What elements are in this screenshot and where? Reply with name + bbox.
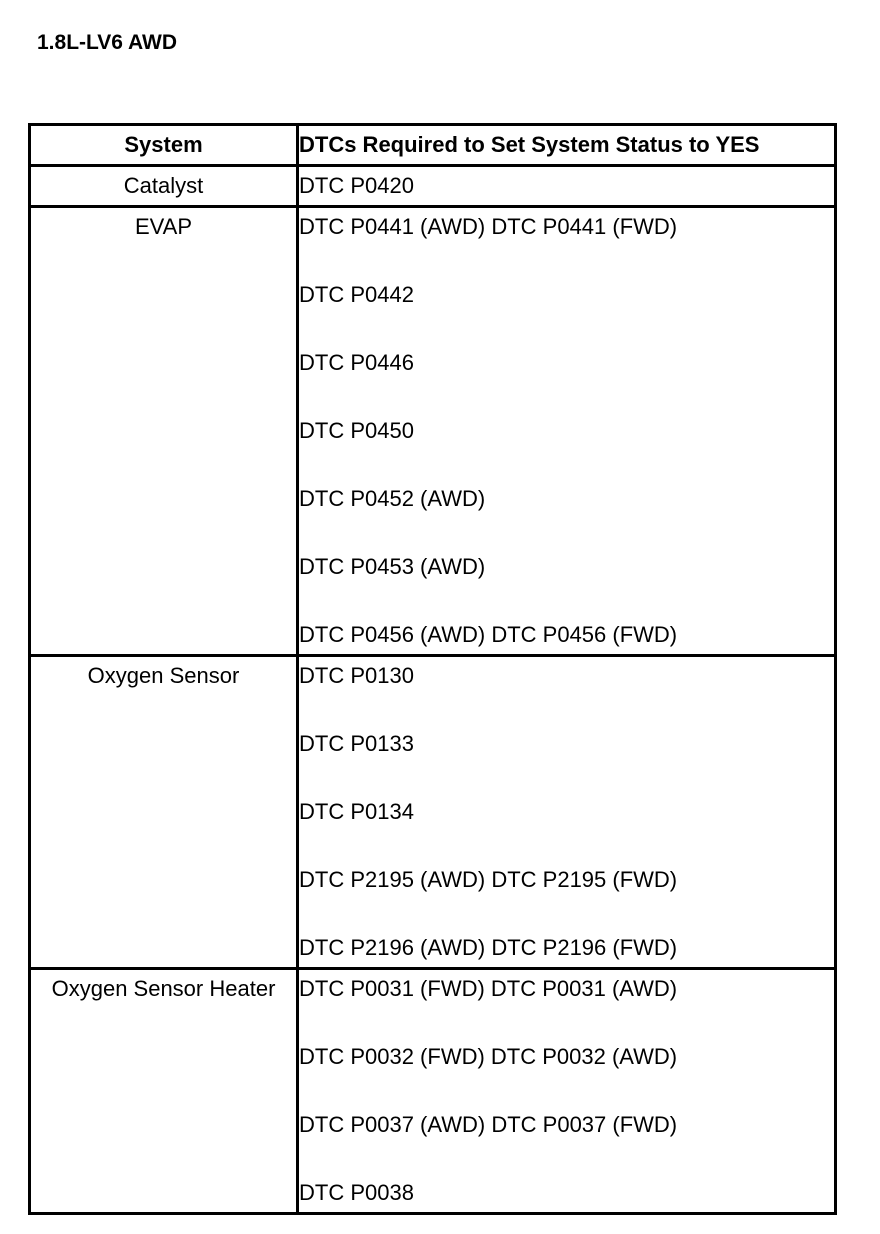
system-cell-oxygen-sensor: Oxygen Sensor — [30, 656, 298, 969]
dtc-cell-evap — [298, 207, 836, 656]
dtcs-column-header: DTCs Required to Set System Status to YES — [298, 125, 836, 166]
document-title: 1.8L-LV6 AWD — [37, 31, 178, 54]
dtc-entry: DTC P0453 (AWD) — [299, 554, 486, 579]
dtc-entry: DTC P0420 — [299, 173, 414, 198]
table-header-row — [30, 125, 836, 166]
dtc-entry: DTC P0038 — [299, 1180, 414, 1205]
dtc-entry: DTC P0441 (AWD) DTC P0441 (FWD) — [299, 214, 678, 239]
dtc-entry: DTC P0452 (AWD) — [299, 486, 486, 511]
dtc-entry: DTC P0037 (AWD) DTC P0037 (FWD) — [299, 1112, 678, 1137]
dtc-entry: DTC P0133 — [299, 731, 414, 756]
table-row — [30, 656, 836, 969]
dtc-cell-oxygen-sensor — [298, 656, 836, 969]
system-column-header: System — [30, 125, 298, 166]
system-cell-evap: EVAP — [30, 207, 298, 656]
system-cell-catalyst: Catalyst — [30, 166, 298, 207]
dtc-entry: DTC P2195 (AWD) DTC P2195 (FWD) — [299, 867, 678, 892]
dtc-entry: DTC P0450 — [299, 418, 414, 443]
system-cell-oxygen-sensor-heater: Oxygen Sensor Heater — [30, 969, 298, 1214]
dtc-cell-oxygen-sensor-heater — [298, 969, 836, 1214]
dtc-entry: DTC P0032 (FWD) DTC P0032 (AWD) — [299, 1044, 678, 1069]
dtc-entry: DTC P0134 — [299, 799, 414, 824]
dtc-entry: DTC P0031 (FWD) DTC P0031 (AWD) — [299, 976, 678, 1001]
dtc-entry: DTC P0446 — [299, 350, 414, 375]
dtc-cell-catalyst — [298, 166, 836, 207]
dtc-entry: DTC P2196 (AWD) DTC P2196 (FWD) — [299, 935, 678, 960]
dtc-entry: DTC P0442 — [299, 282, 414, 307]
dtc-entry: DTC P0130 — [299, 663, 414, 688]
dtc-entry: DTC P0456 (AWD) DTC P0456 (FWD) — [299, 622, 678, 647]
table-row — [30, 166, 836, 207]
dtc-system-table — [28, 123, 837, 1215]
table-row — [30, 969, 836, 1214]
table-row — [30, 207, 836, 656]
